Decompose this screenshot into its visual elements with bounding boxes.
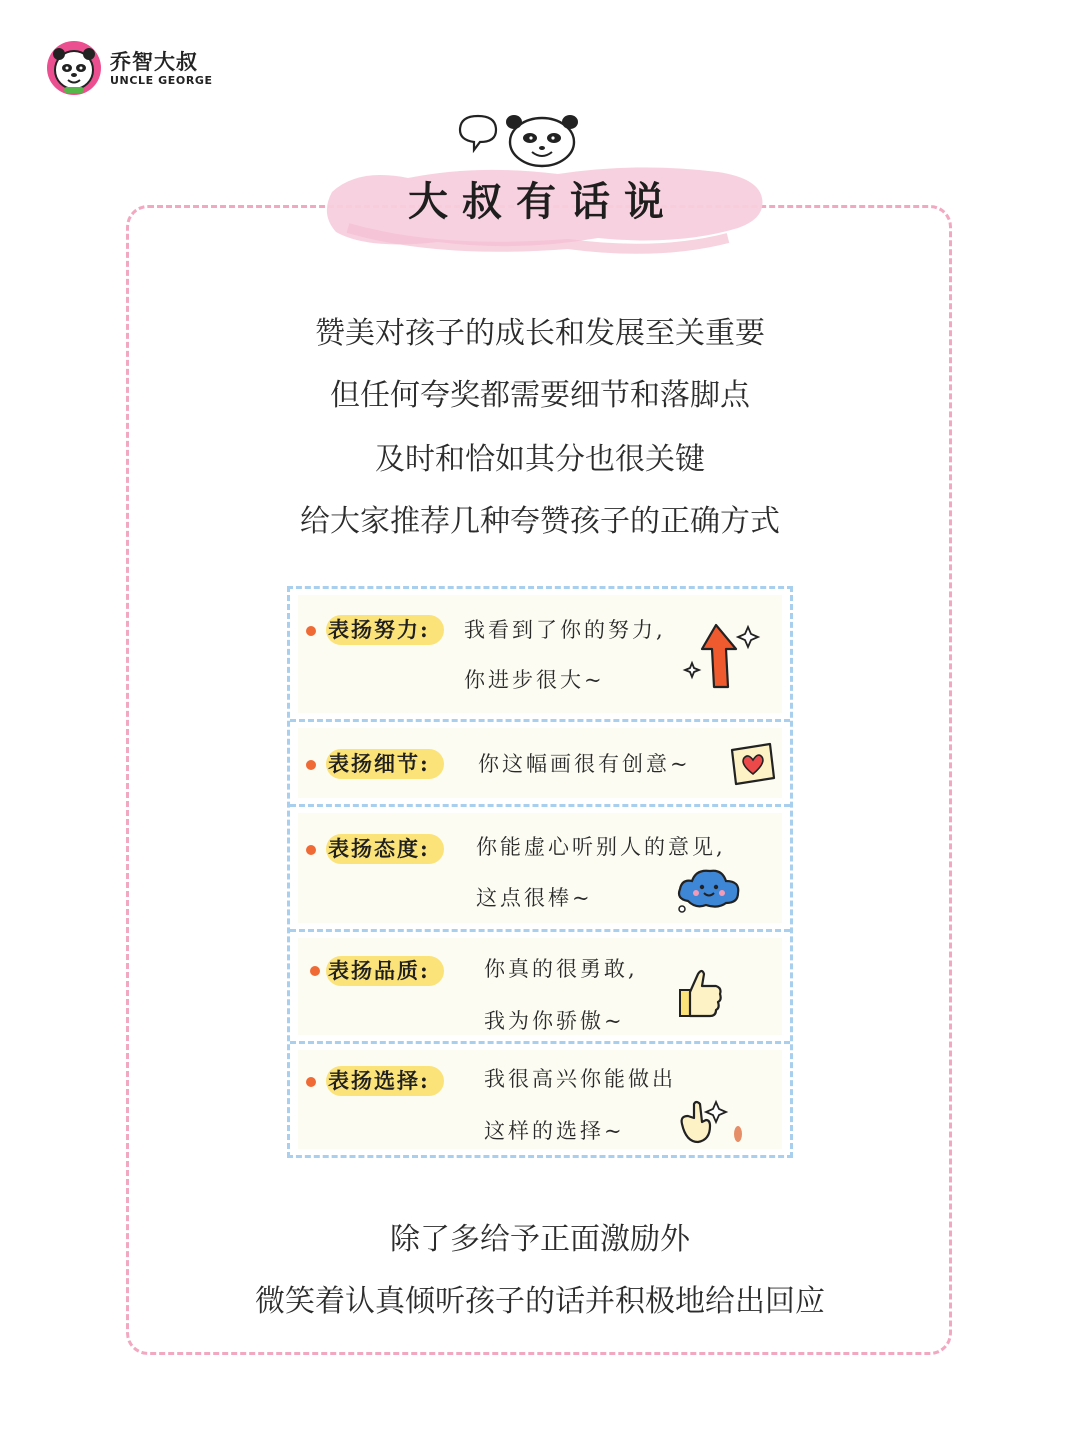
praise-tag: 表扬品质: [328, 958, 430, 983]
heart-card-icon [726, 740, 778, 788]
intro-line-3: 及时和恰如其分也很关键 [375, 442, 705, 477]
brand-logo [46, 40, 216, 96]
section-title: 大叔有话说 [408, 178, 678, 225]
bullet-dot [306, 760, 316, 770]
praise-row-attitude [290, 804, 790, 929]
praise-message-line: 你这幅画很有创意~ [478, 752, 691, 776]
praise-message-line: 这样的选择~ [484, 1119, 625, 1143]
praise-row-quality [290, 929, 790, 1041]
praise-message-line: 我很高兴你能做出 [484, 1067, 676, 1091]
praise-message-line: 你进步很大~ [464, 668, 605, 692]
brand-name-en: UNCLE GEORGE [110, 74, 213, 87]
intro-line-4: 给大家推荐几种夸赞孩子的正确方式 [300, 504, 780, 539]
outro-line-2: 微笑着认真倾听孩子的话并积极地给出回应 [255, 1284, 825, 1319]
outro-line-1: 除了多给予正面激励外 [390, 1222, 690, 1257]
thumbs-up-icon [676, 966, 726, 1022]
praise-tag: 表扬态度: [328, 836, 430, 861]
praise-message-line: 我为你骄傲~ [484, 1009, 625, 1033]
praise-row-effort [290, 589, 790, 719]
intro-line-2: 但任何夸奖都需要细节和落脚点 [330, 378, 750, 413]
praise-message-line: 这点很棒~ [476, 886, 593, 910]
praise-tag: 表扬努力: [328, 617, 430, 642]
praise-message-line: 你能虚心听别人的意见, [476, 835, 726, 859]
praise-row-detail [290, 719, 790, 804]
bullet-dot [306, 845, 316, 855]
intro-line-1: 赞美对孩子的成长和发展至关重要 [315, 316, 765, 351]
praise-message-line: 你真的很勇敢, [484, 957, 638, 981]
praise-tag: 表扬选择: [328, 1068, 430, 1093]
pointing-hand-sparkle-icon [676, 1098, 748, 1150]
smiling-cloud-icon [674, 865, 744, 913]
bullet-dot [306, 626, 316, 636]
praise-table [287, 586, 793, 1158]
praise-message-line: 我看到了你的努力, [464, 618, 666, 642]
bullet-dot [310, 966, 320, 976]
praise-row-choice [290, 1041, 790, 1155]
brand-name-cn: 乔智大叔 [110, 50, 198, 74]
praise-tag: 表扬细节: [328, 751, 430, 776]
bullet-dot [306, 1077, 316, 1087]
panda-logo-icon [46, 40, 102, 96]
up-arrow-sparkle-icon [682, 619, 762, 693]
